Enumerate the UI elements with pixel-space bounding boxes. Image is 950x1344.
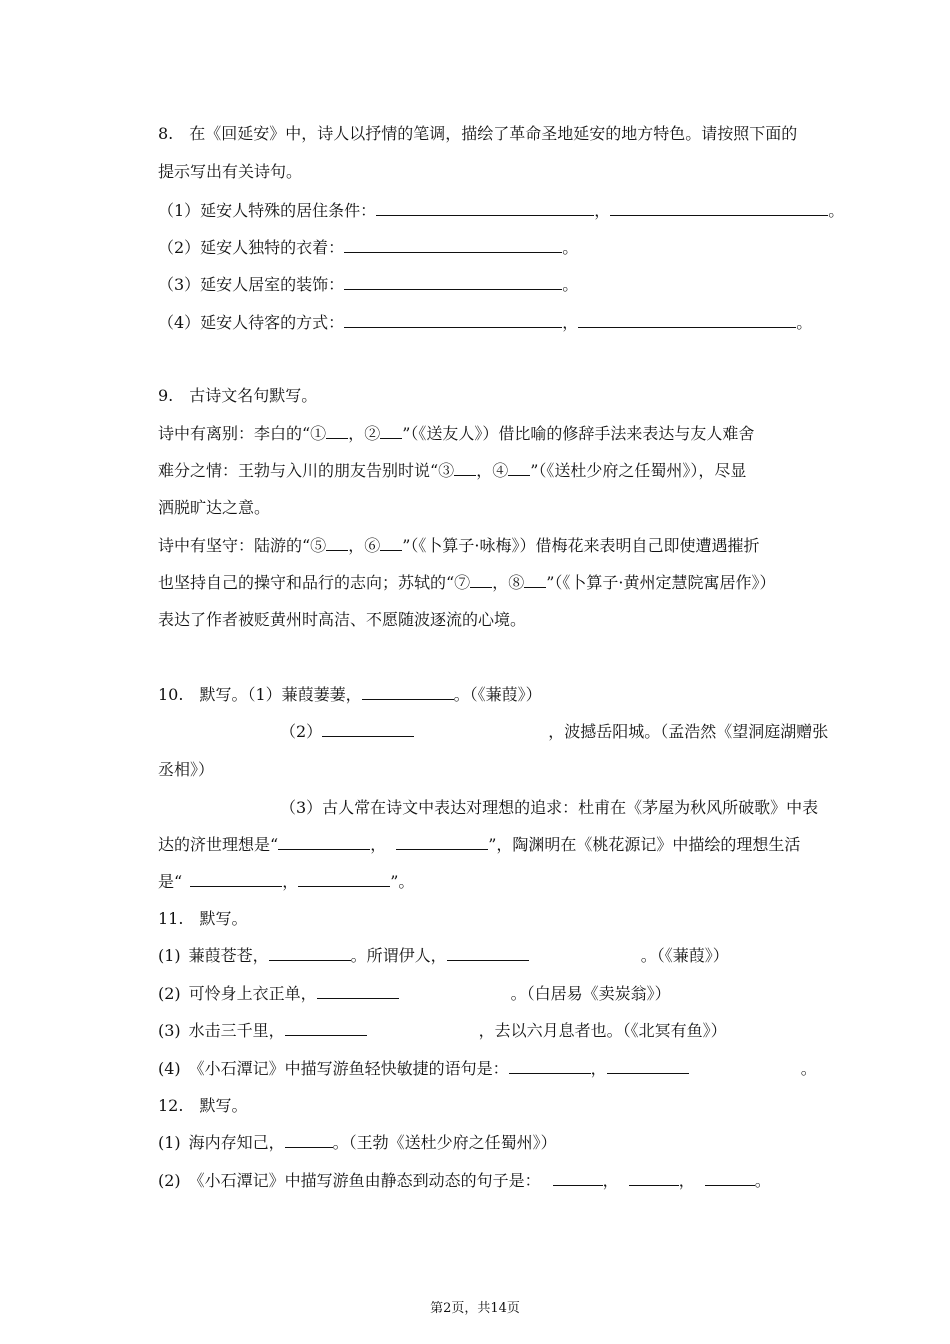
q11-item-2: (2) 可怜身上衣正单， 。（白居易《卖炭翁》） [158,984,671,1003]
answer-blank[interactable] [376,199,594,216]
q10-line-6: 是“ ， ”。 [158,872,415,891]
answer-blank[interactable] [524,571,546,588]
q9-para-line-6: 表达了作者被贬黄州时高洁、不愿随波逐流的心境。 [158,610,527,629]
q11-item-3: (3) 水击三千里， ，去以六月息者也。（《北冥有鱼》） [158,1021,727,1040]
answer-blank[interactable] [396,833,488,850]
q10-line-3: 丞相》） [158,760,215,779]
answer-blank[interactable] [285,1131,333,1148]
q9-title: 9. 古诗文名句默写。 [158,386,318,405]
answer-blank[interactable] [285,1019,367,1036]
q10-line-2: （2） ，波撼岳阳城。（孟浩然《望洞庭湖赠张 [280,722,829,741]
q9-para-line-3: 洒脱旷达之意。 [158,498,271,517]
q11-item-1: (1) 蒹葭苍苍， 。所谓伊人， 。（《蒹葭》） [158,946,729,965]
answer-blank[interactable] [326,534,348,551]
answer-blank[interactable] [326,422,348,439]
answer-blank[interactable] [454,459,476,476]
answer-blank[interactable] [610,199,828,216]
q8-item-2: （2）延安人独特的衣着： 。 [158,238,579,257]
answer-blank[interactable] [344,311,562,328]
answer-blank[interactable] [470,571,492,588]
page-footer: 第2页，共14页 [430,1301,520,1316]
q11-title: 11. 默写。 [158,909,248,928]
q8-item-3: （3）延安人居室的装饰： 。 [158,275,579,294]
answer-blank[interactable] [629,1169,679,1186]
q9-para-line-4: 诗中有坚守：陆游的“⑤ ，⑥ ”（《卜算子·咏梅》）借梅花来表明自己即使遭遇摧折 [158,536,760,555]
answer-blank[interactable] [317,982,399,999]
answer-blank[interactable] [322,720,414,737]
answer-blank[interactable] [362,683,454,700]
answer-blank[interactable] [509,1057,591,1074]
answer-blank[interactable] [508,459,530,476]
q8-line-2: 提示写出有关诗句。 [158,162,303,181]
q8-line-1: 8. 在《回延安》中，诗人以抒情的笔调，描绘了革命圣地延安的地方特色。请按照下面的 [158,124,798,143]
answer-blank[interactable] [278,833,370,850]
answer-blank[interactable] [578,311,796,328]
answer-blank[interactable] [298,870,390,887]
answer-blank[interactable] [705,1169,755,1186]
q8-item-1: （1）延安人特殊的居住条件： ， 。 [158,201,845,220]
q9-para-line-5: 也坚持自己的操守和品行的志向；苏轼的“⑦ ，⑧ ”（《卜算子·黄州定慧院寓居作》） [158,573,776,592]
q10-line-5: 达的济世理想是“ ， ”，陶渊明在《桃花源记》中描绘的理想生活 [158,835,801,854]
answer-blank[interactable] [447,944,529,961]
answer-blank[interactable] [344,273,562,290]
q8-item-4: （4）延安人待客的方式： ， 。 [158,313,813,332]
answer-blank[interactable] [344,236,562,253]
q10-line-4: （3）古人常在诗文中表达对理想的追求：杜甫在《茅屋为秋风所破歌》中表 [280,798,819,817]
q9-para-line-2: 难分之情：王勃与入川的朋友告别时说“③ ，④ ”（《送杜少府之任蜀州》），尽显 [158,461,747,480]
answer-blank[interactable] [607,1057,689,1074]
answer-blank[interactable] [269,944,351,961]
q12-item-2: (2) 《小石潭记》中描写游鱼由静态到动态的句子是： ， ， 。 [158,1171,771,1190]
q11-item-4: (4) 《小石潭记》中描写游鱼轻快敏捷的语句是： ， 。 [158,1059,817,1078]
q12-title: 12. 默写。 [158,1096,248,1115]
q12-item-1: (1) 海内存知己， 。（王勃《送杜少府之任蜀州》） [158,1133,557,1152]
answer-blank[interactable] [190,870,282,887]
answer-blank[interactable] [380,422,402,439]
answer-blank[interactable] [380,534,402,551]
q10-line-1: 10. 默写。（1）蒹葭萋萋， 。（《蒹葭》） [158,685,542,704]
answer-blank[interactable] [553,1169,603,1186]
q9-para-line-1: 诗中有离别：李白的“① ，② ”（《送友人》）借比喻的修辞手法来表达与友人难舍 [158,424,755,443]
